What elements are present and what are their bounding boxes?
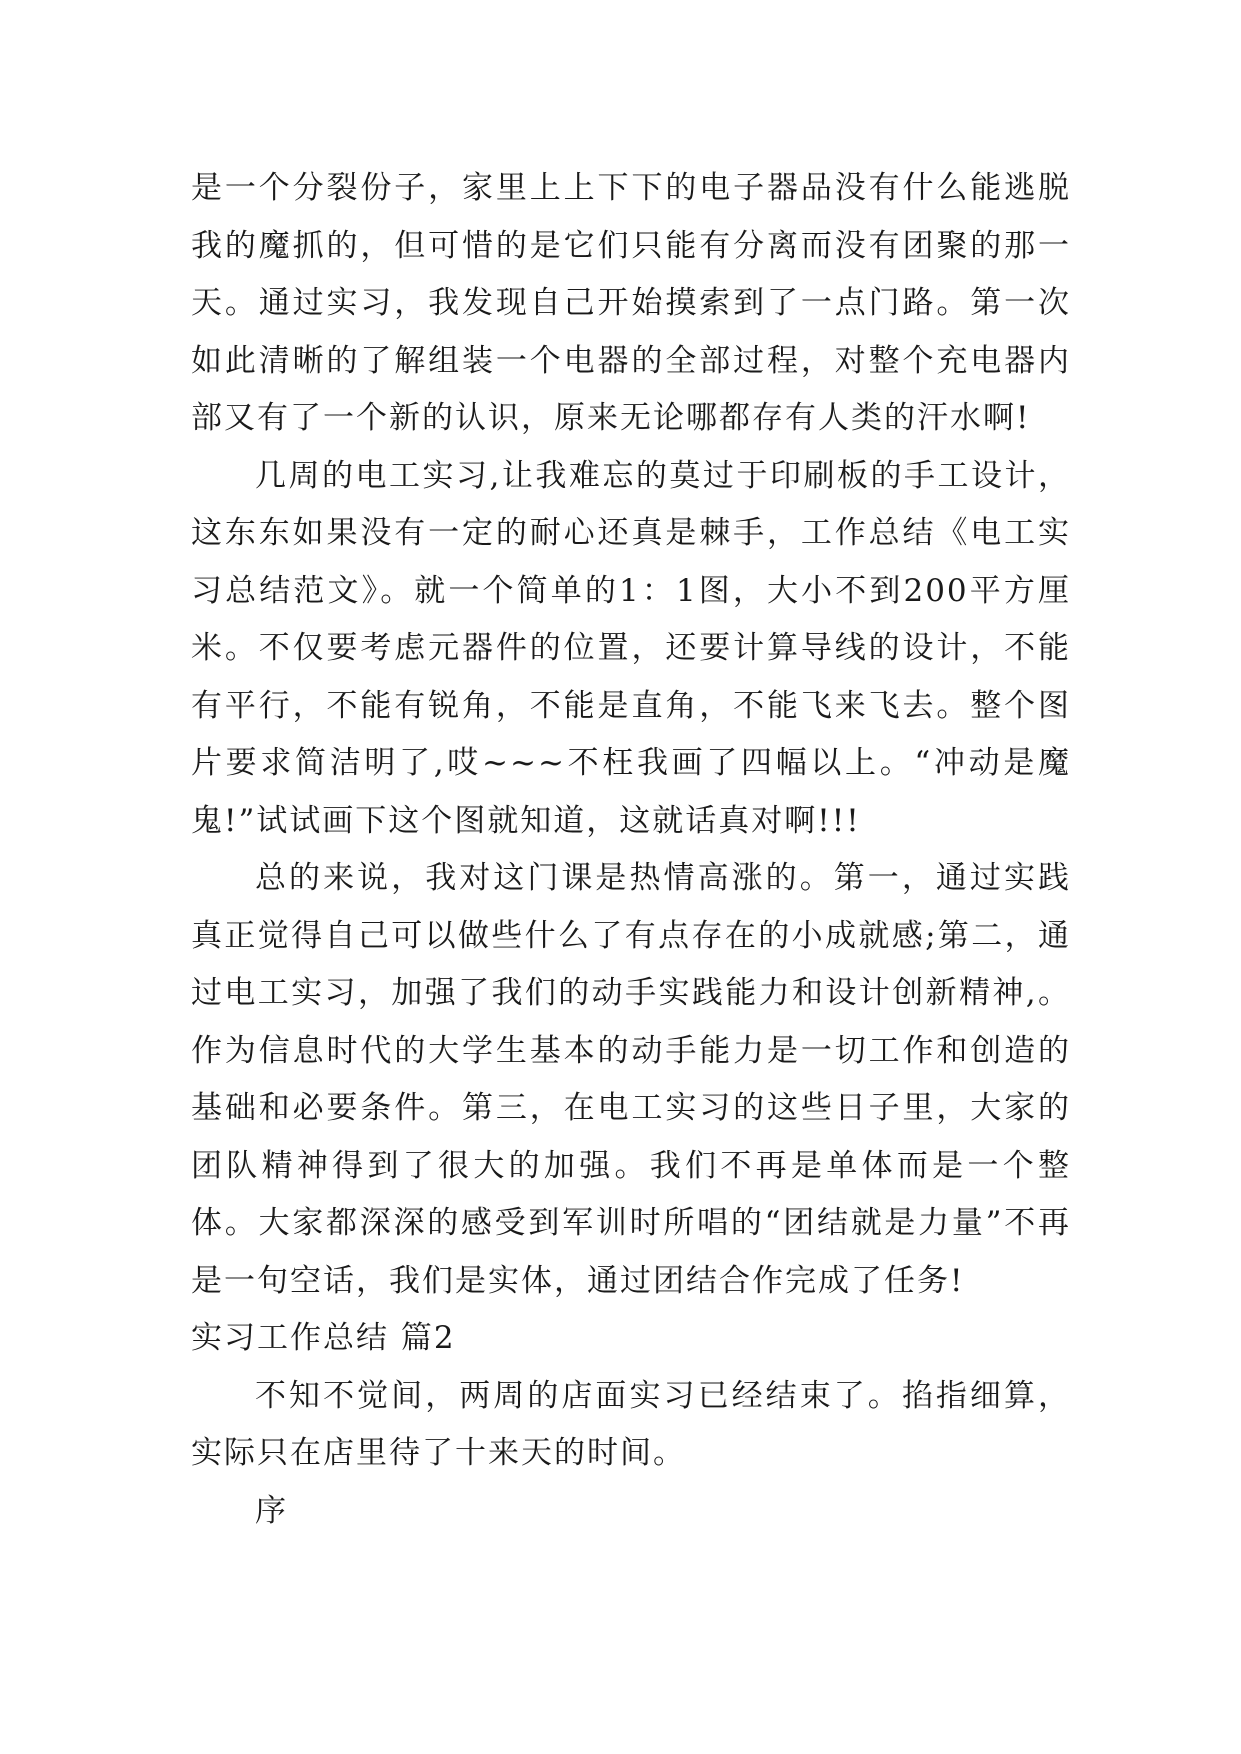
paragraph-circuit-design: 几周的电工实习,让我难忘的莫过于印刷板的手工设计，这东东如果没有一定的耐心还真是棘手，工作总结《电工实习总结范文》。就一个简单的1：1图，大小不到200平方厘米。不仅要考虑元器件的位置，还要计算导线的设计，不能有平行，不能有锐角，不能是直角，不能飞来飞去。整个图片要求简洁明了,哎~~~不枉我画了四幅以上。“冲动是魔鬼!”试试画下这个图就知道，这就话真对啊!!! xyxy=(191,457,1071,839)
paragraph-store-internship: 不知不觉间，两周的店面实习已经结束了。掐指细算，实际只在店里待了十来天的时间。 xyxy=(191,1377,1071,1471)
paragraph-preface: 序 xyxy=(255,1492,288,1529)
paragraph-summary: 总的来说，我对这门课是热情高涨的。第一，通过实践真正觉得自己可以做些什么了有点存在的小成就感;第二，通过电工实习，加强了我们的动手实践能力和设计创新精神,。作为信息时代的大学生基本的动手能力是一切工作和创造的基础和必要条件。第三，在电工实习的这些日子里，大家的团队精神得到了很大的加强。我们不再是单体而是一个整体。大家都深深的感受到军训时所唱的“团结就是力量”不再是一句空话，我们是实体，通过团结合作完成了任务! xyxy=(191,860,1071,1299)
document-body xyxy=(191,160,1071,1540)
paragraph-continued: 是一个分裂份子，家里上上下下的电子器品没有什么能逃脱我的魔抓的，但可惜的是它们只能有分离而没有团聚的那一天。通过实习，我发现自己开始摸索到了一点门路。第一次如此清晰的了解组装一个电器的全部过程，对整个充电器内部又有了一个新的认识，原来无论哪都存有人类的汗水啊! xyxy=(191,170,1071,436)
section-heading: 实习工作总结 篇2 xyxy=(191,1320,456,1356)
